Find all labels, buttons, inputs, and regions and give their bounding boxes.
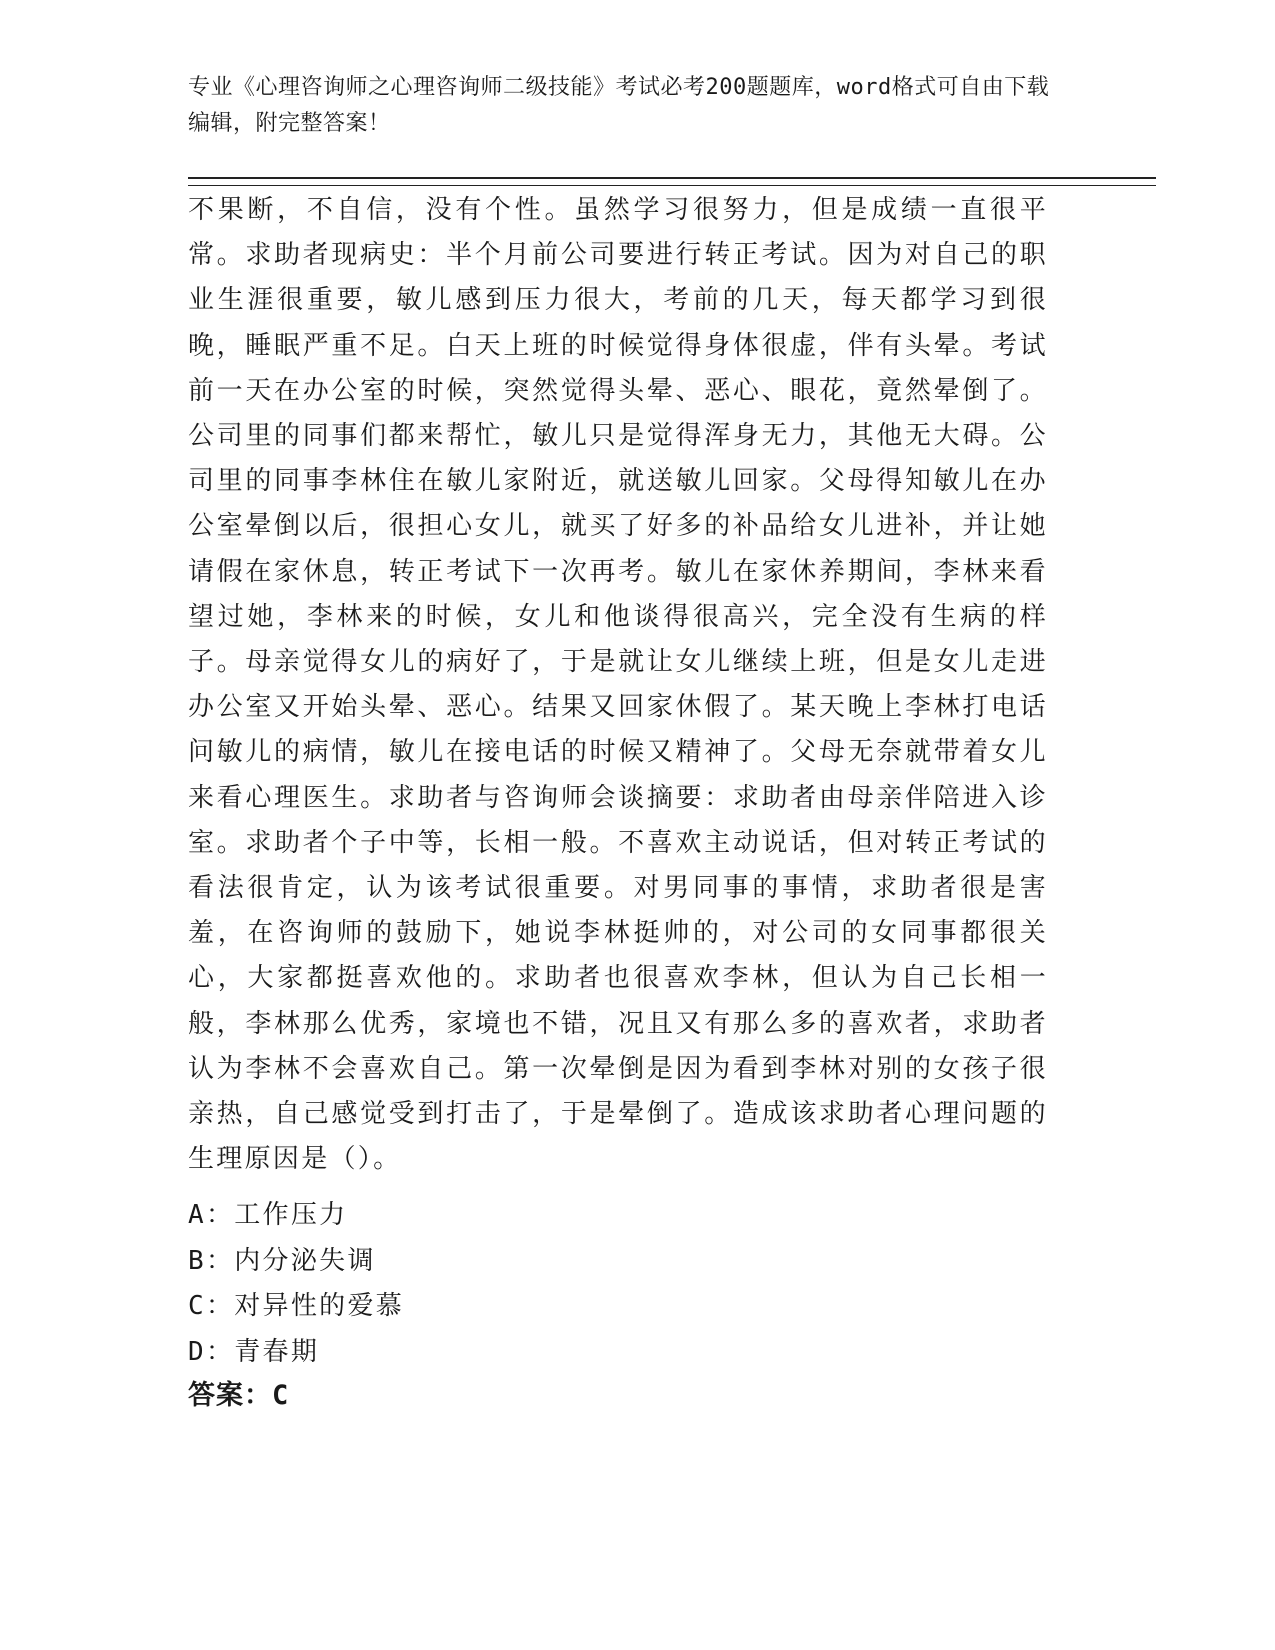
question-body <box>188 188 1048 1182</box>
document-header <box>188 70 1068 142</box>
answer-line <box>188 1375 289 1417</box>
document-title: 专业《心理咨询师之心理咨询师二级技能》考试必考200题题库，word格式可自由下载编辑，附完整答案！ <box>188 75 1050 136</box>
answer-options <box>188 1193 1048 1375</box>
answer-text: 答案：C <box>188 1380 290 1411</box>
option-a: A：工作压力 <box>188 1200 348 1230</box>
header-divider <box>188 177 1156 186</box>
option-b: B：内分泌失调 <box>188 1245 376 1276</box>
question-text: 不果断，不自信，没有个性。虽然学习很努力，但是成绩一直很平常。求助者现病史：半个月前公司要进行转正考试。因为对自己的职业生涯很重要，敏儿感到压力很大，考前的几天，每天都学习到很晚，睡眠严重不足。白天上班的时候觉得身体很虚，伴有头晕。考试前一天在办公室的时候，突然觉得头晕、恶心、眼花，竟然晕倒了。公司里的同事们都来帮忙，敏儿只是觉得浑身无力，其他无大碍。公司里的同事李林住在敏儿家附近，就送敏儿回家。父母得知敏儿在办公室晕倒以后，很担心女儿，就买了好多的补品给女儿进补，并让她请假在家休息，转正考试下一次再考。敏儿在家休养期间，李林来看望过她，李林来的时候，女儿和他谈得很高兴，完全没有生病的样子。母亲觉得女儿的病好了，于是就让女儿继续上班，但是女儿走进办公室又开始头晕、恶心。结果又回家休假了。某天晚上李林打电话问敏儿的病情，敏儿在接电话的时候又精神了。父母无奈就带着女儿来看心理医生。求助者与咨询师会谈摘要：求助者由母亲伴陪进入诊室。求助者个子中等，长相一般。不喜欢主动说话，但对转正考试的看法很肯定，认为该考试很重要。对男同事的事情，求助者很是害羞，在咨询师的鼓励下，她说李林挺帅的，对公司的女同事都很关心，大家都挺喜欢他的。求助者也很喜欢李林，但认为自己长相一般，李林那么优秀，家境也不错，况且又有那么多的喜欢者，求助者认为李林不会喜欢自己。第一次晕倒是因为看到李林对别的女孩子很亲热，自己感觉受到打击了，于是晕倒了。造成该求助者心理问题的生理原因是（）。 <box>188 195 1048 1175</box>
option-d: D：青春期 <box>188 1336 320 1367</box>
option-c: C：对异性的爱慕 <box>188 1291 405 1321</box>
